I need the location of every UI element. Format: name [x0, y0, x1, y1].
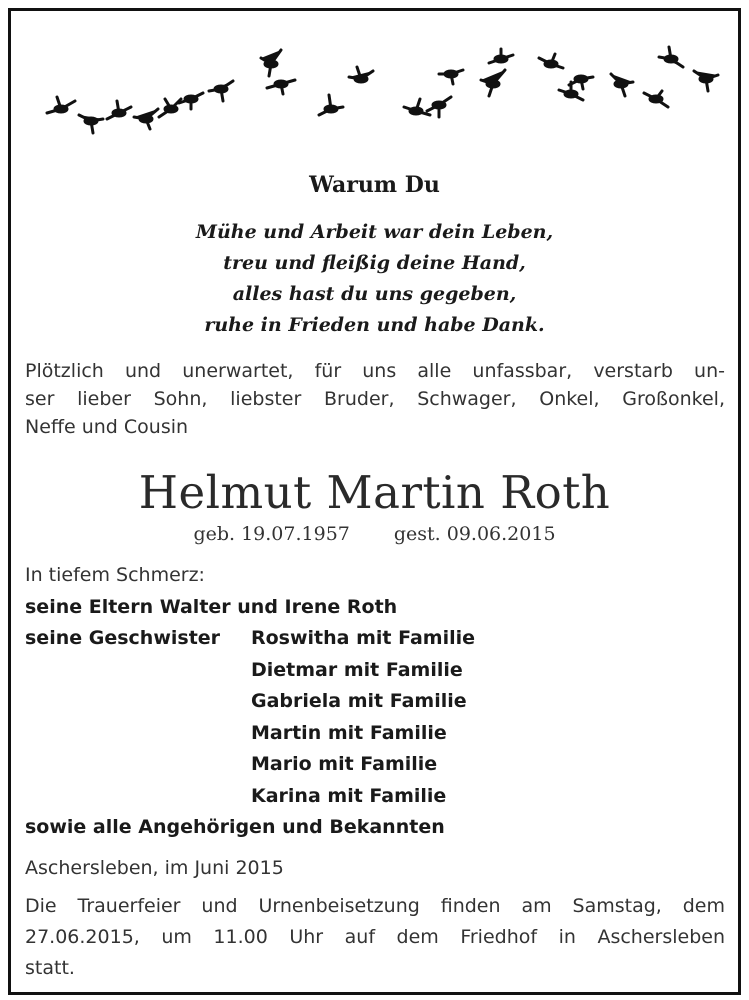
- sibling-entry: Mario mit Familie: [251, 753, 438, 775]
- ceremony-line: 27.06.2015, um 11.00 Uhr auf dem Friedhof in Aschersleben: [25, 926, 725, 948]
- ceremony-line: statt.: [25, 957, 75, 979]
- poem-line: Mühe und Arbeit war dein Leben,: [195, 221, 554, 243]
- life-dates: [11, 523, 738, 545]
- sibling-entry: Dietmar mit Familie: [251, 659, 463, 681]
- poem-line: alles hast du uns gegeben,: [232, 283, 517, 305]
- place-date: Aschersleben, im Juni 2015: [25, 857, 284, 879]
- ceremony-line: Die Trauerfeier und Urnenbeisetzung finden am Samstag, dem: [25, 895, 725, 917]
- poem-title: Warum Du: [309, 172, 440, 198]
- death-date: gest. 09.06.2015: [393, 523, 556, 545]
- siblings-label: seine Geschwister: [25, 627, 221, 649]
- sibling-entry: Roswitha mit Familie: [251, 627, 476, 649]
- poem-line: treu und fleißig deine Hand,: [223, 252, 526, 274]
- sibling-entry: Martin mit Familie: [251, 722, 447, 744]
- poem: [11, 217, 738, 341]
- announcement-line: Plötzlich und unerwartet, für uns alle unfassbar, verstarb un-: [25, 360, 725, 382]
- others-line: sowie alle Angehörigen und Bekannten: [25, 816, 445, 838]
- birth-date: geb. 19.07.1957: [193, 523, 350, 545]
- parents-line: seine Eltern Walter und Irene Roth: [25, 596, 398, 618]
- poem-line: ruhe in Frieden und habe Dank.: [204, 314, 545, 336]
- obituary-notice: [8, 8, 741, 995]
- announcement-line: ser lieber Sohn, liebster Bruder, Schwager, Onkel, Großonkel,: [25, 388, 725, 410]
- sibling-entry: Karina mit Familie: [251, 785, 447, 807]
- sibling-entry: Gabriela mit Familie: [251, 690, 467, 712]
- announcement-line: Neffe und Cousin: [25, 416, 189, 438]
- mourners-label: In tiefem Schmerz:: [25, 564, 205, 586]
- deceased-name: Helmut Martin Roth: [138, 466, 611, 519]
- announcement-text: [25, 357, 725, 441]
- flying-birds-icon: [31, 39, 721, 139]
- ceremony-text: [25, 891, 725, 984]
